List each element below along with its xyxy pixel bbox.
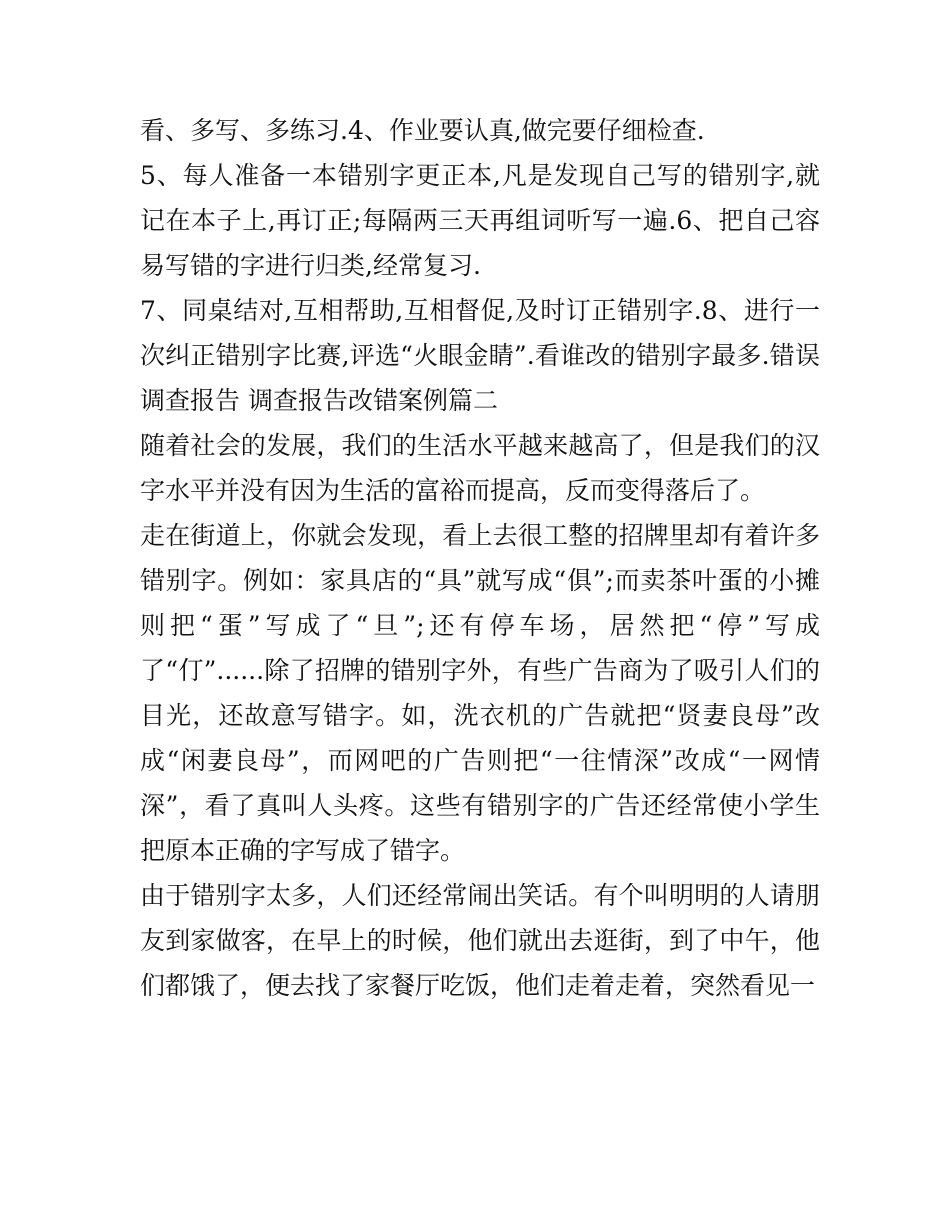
paragraph-3: 7、同桌结对,互相帮助,互相督促,及时订正错别字.8、进行一次纠正错别字比赛,评选“火眼金睛”.看谁改的错别字最多.错误调查报告 调查报告改错案例篇二 [140,296,820,415]
paragraph-4: 随着社会的发展，我们的生活水平越来越高了，但是我们的汉字水平并没有因为生活的富裕而提高，反而变得落后了。 [140,431,820,505]
paragraph-2: 5、每人准备一本错别字更正本,凡是发现自己写的错别字,就记在本子上,再订正;每隔两三天再组词听写一遍.6、把自己容易写错的字进行归类,经常复习. [140,161,820,280]
paragraph-6: 由于错别字太多，人们还经常闹出笑话。有个叫明明的人请朋友到家做客，在早上的时候，他们就出去逛街，到了中午，他们都饿了，便去找了家餐厅吃饭，他们走着走着，突然看见一 [140,881,820,1000]
paragraph-5: 走在街道上，你就会发现，看上去很工整的招牌里却有着许多错别字。例如：家具店的“具”就写成“俱”;而卖茶叶蛋的小摊则把“蛋”写成了“旦”;还有停车场，居然把“停”写成了“仃”......除了招牌的错别字外，有些广告商为了吸引人们的目光，还故意写错字。如，洗衣机的广告就把“贤妻良母”改成“闲妻良母”，而网吧的广告则把“一往情深”改成“一网情深”，看了真叫人头疼。这些有错别字的广告还经常使小学生把原本正确的字写成了错字。 [140,521,820,865]
document-body [140,108,820,1008]
paragraph-1: 看、多写、多练习.4、作业要认真,做完要仔细检查. [140,116,705,145]
